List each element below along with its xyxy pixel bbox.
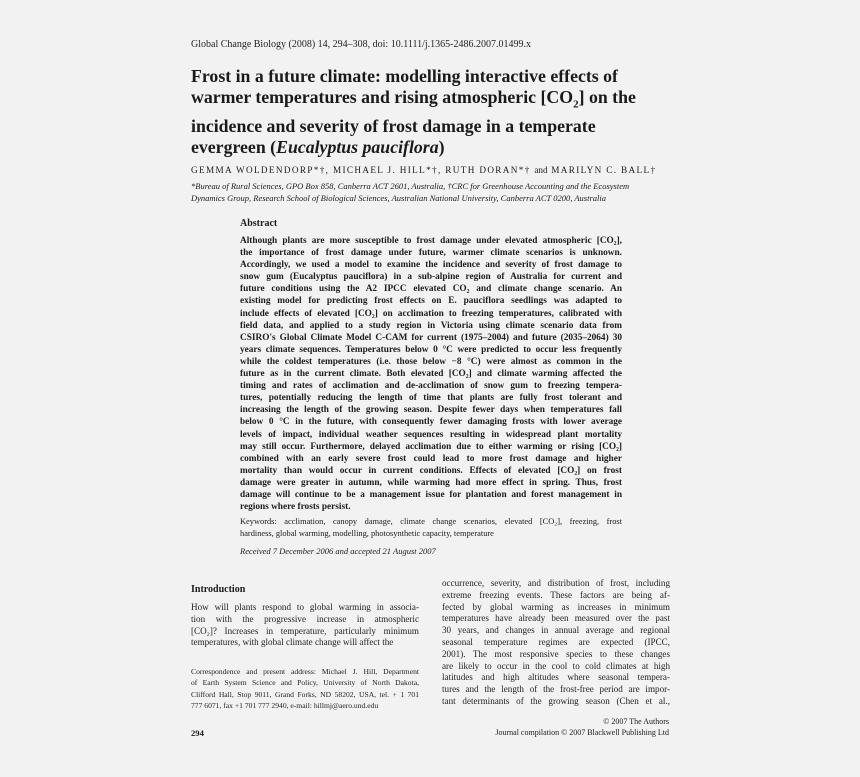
abstract-line: future conditions using the A2 IPCC elevated CO₂ and climate change scenario. An	[240, 284, 622, 295]
keywords	[240, 516, 622, 540]
abstract-line: mortality than would occur in current conditions. Effects of elevated [CO₂] on frost	[240, 465, 622, 476]
keywords-line: Keywords: acclimation, canopy damage, climate change scenarios, elevated [CO₂], freezing, frost	[240, 517, 622, 526]
abstract-line: the importance of frost damage under future, warmer climate scenarios is unknown.	[240, 248, 622, 259]
abstract-line: field data, and applied to a study region in Victoria using climate scenario data from	[240, 320, 622, 331]
abstract-line: future as in the current climate. Both elevated [CO₂] and climate warming affected the	[240, 369, 622, 380]
abstract-line: damage were greater in autumn, while warming had more effect in spring. Thus, frost	[240, 477, 622, 488]
body-line: are likely to occur in the cool to cold climates at high	[442, 660, 670, 671]
correspondence-line: 777 6071, fax +1 701 777 2940, e-mail: hillmj@aero.und.edu	[191, 700, 379, 710]
title-line: evergreen (Eucalyptus pauciflora)	[191, 136, 445, 157]
affiliations	[191, 180, 681, 204]
affiliation-line: Dynamics Group, Research School of Biological Sciences, Australian National University, Canberra ACT 0200, Australia	[191, 193, 606, 203]
abstract-line: regions where frosts persist.	[240, 502, 351, 513]
abstract-line: tures, potentially reducing the length of time that plants are fully frost tolerant and	[240, 393, 622, 404]
body-line: temperatures have already been measured over the past	[442, 613, 670, 624]
body-line: 30 years, and changes in annual average and regional	[442, 625, 670, 636]
correspondence-line: Correspondence and present address: Michael J. Hill, Department	[191, 667, 419, 676]
body-line: [CO₂]? Increases in temperature, particularly minimum	[191, 625, 419, 636]
body-line: tant determinants of the growing season (Chen et al.,	[442, 695, 670, 706]
abstract-line: while the coldest temperatures (i.e. those below −8 °C) were almost as common in the	[240, 356, 622, 367]
abstract-heading: Abstract	[240, 218, 278, 229]
copyright-footer	[495, 716, 669, 738]
abstract-line: damage will continue to be a management issue for plantation and forest management in	[240, 489, 622, 500]
correspondence-note	[191, 666, 419, 711]
abstract-line: Accordingly, we used a model to examine the incidence and severity of frost damage to	[240, 260, 622, 271]
abstract-line: levels of impact, individual weather sequences resulting in widespread plant mortality	[240, 429, 622, 440]
abstract-line: CSIRO's Global Climate Model C-CAM for current (1975–2004) and future (2035–2064) 30	[240, 332, 622, 343]
abstract-line: years climate sequences. Temperatures below 0 °C were predicted to occur less frequently	[240, 344, 622, 355]
affiliation-line: *Bureau of Rural Sciences, GPO Box 858, Canberra ACT 2601, Australia, †CRC for Greenhouse Accounting and the Ecosystem	[191, 181, 630, 191]
author-name: RUTH DORAN*†	[445, 165, 531, 175]
abstract-line: below 0 °C in the future, with consequently fewer damaging frosts with lower average	[240, 417, 622, 428]
body-line: occurrence, severity, and distribution of frost, including	[442, 578, 670, 588]
author-name: MARILYN C. BALL†	[551, 165, 657, 175]
abstract-line: combined with an early severe frost could lead to more frost damage and higher	[240, 453, 622, 464]
page-number: 294	[191, 728, 204, 738]
author-list: GEMMA WOLDENDORP*†, MICHAEL J. HILL*†, RUTH DORAN*† and MARILYN C. BALL†	[191, 165, 657, 175]
body-line: How will plants respond to global warming in associa-	[191, 602, 419, 612]
body-line: seasonal temperature regimes are expected (IPCC,	[442, 636, 670, 647]
body-line: extreme freezing events. These factors are being af-	[442, 589, 670, 600]
introduction-heading: Introduction	[191, 584, 246, 595]
author-name: MICHAEL J. HILL*†	[332, 165, 438, 175]
compilation-line: Journal compilation © 2007 Blackwell Publishing Ltd	[495, 728, 669, 737]
introduction-left-column	[191, 602, 419, 649]
abstract-body	[240, 235, 622, 513]
correspondence-line: of Earth System Science and Policy, University of North Dakota,	[191, 678, 419, 688]
introduction-right-column	[442, 578, 670, 708]
author-conjunction: and	[534, 165, 548, 175]
body-line: fected by global warming as increases in minimum	[442, 601, 670, 612]
received-dates: Received 7 December 2006 and accepted 21 August 2007	[240, 546, 436, 556]
title-line: Frost in a future climate: modelling interactive effects of	[191, 66, 618, 86]
title-line: incidence and severity of frost damage in a temperate	[191, 115, 596, 136]
abstract-line: snow gum (Eucalyptus pauciflora) in a sub-alpine region of Australia for current and	[240, 272, 622, 283]
abstract-line: may still occur. Furthermore, delayed acclimation due to either warming or rising [CO₂]	[240, 441, 622, 452]
correspondence-line: Clifford Hall, Stop 9011, Grand Forks, ND 58202, USA, tel. + 1 701	[191, 689, 419, 699]
abstract-line: include effects of elevated [CO₂] on acclimation to freezing temperatures, calibrated with	[240, 308, 622, 319]
abstract-line: timing and rates of acclimation and de-acclimation of snow gum to freezing tempera-	[240, 381, 622, 392]
author-name: GEMMA WOLDENDORP*†	[191, 165, 326, 175]
title-line: warmer temperatures and rising atmospheric $[CO_2]$ on the	[191, 87, 636, 111]
body-line: latitudes and high altitudes where seasonal tempera-	[442, 672, 670, 683]
abstract-line: existing model for predicting frost effects on E. pauciflora seedlings was adapted to	[240, 296, 622, 307]
copyright-line: © 2007 The Authors	[603, 717, 669, 726]
body-line: 2001). The most responsive species to these changes	[442, 648, 670, 659]
article-title	[191, 66, 671, 158]
journal-citation: Global Change Biology (2008) 14, 294–308, doi: 10.1111/j.1365-2486.2007.01499.x	[191, 39, 531, 50]
body-line: temperatures, with global climate change will affect the	[191, 637, 394, 648]
body-line: tion with the progressive increase in atmospheric	[191, 613, 419, 624]
abstract-line: increasing the length of the growing season. Despite fewer days when temperatures fall	[240, 405, 622, 416]
abstract-line: Although plants are more susceptible to frost damage under elevated atmospheric [CO₂],	[240, 236, 622, 246]
body-line: tures and the length of the frost-free period are impor-	[442, 684, 670, 695]
keywords-line: hardiness, global warming, modelling, photosynthetic capacity, temperature	[240, 529, 494, 538]
